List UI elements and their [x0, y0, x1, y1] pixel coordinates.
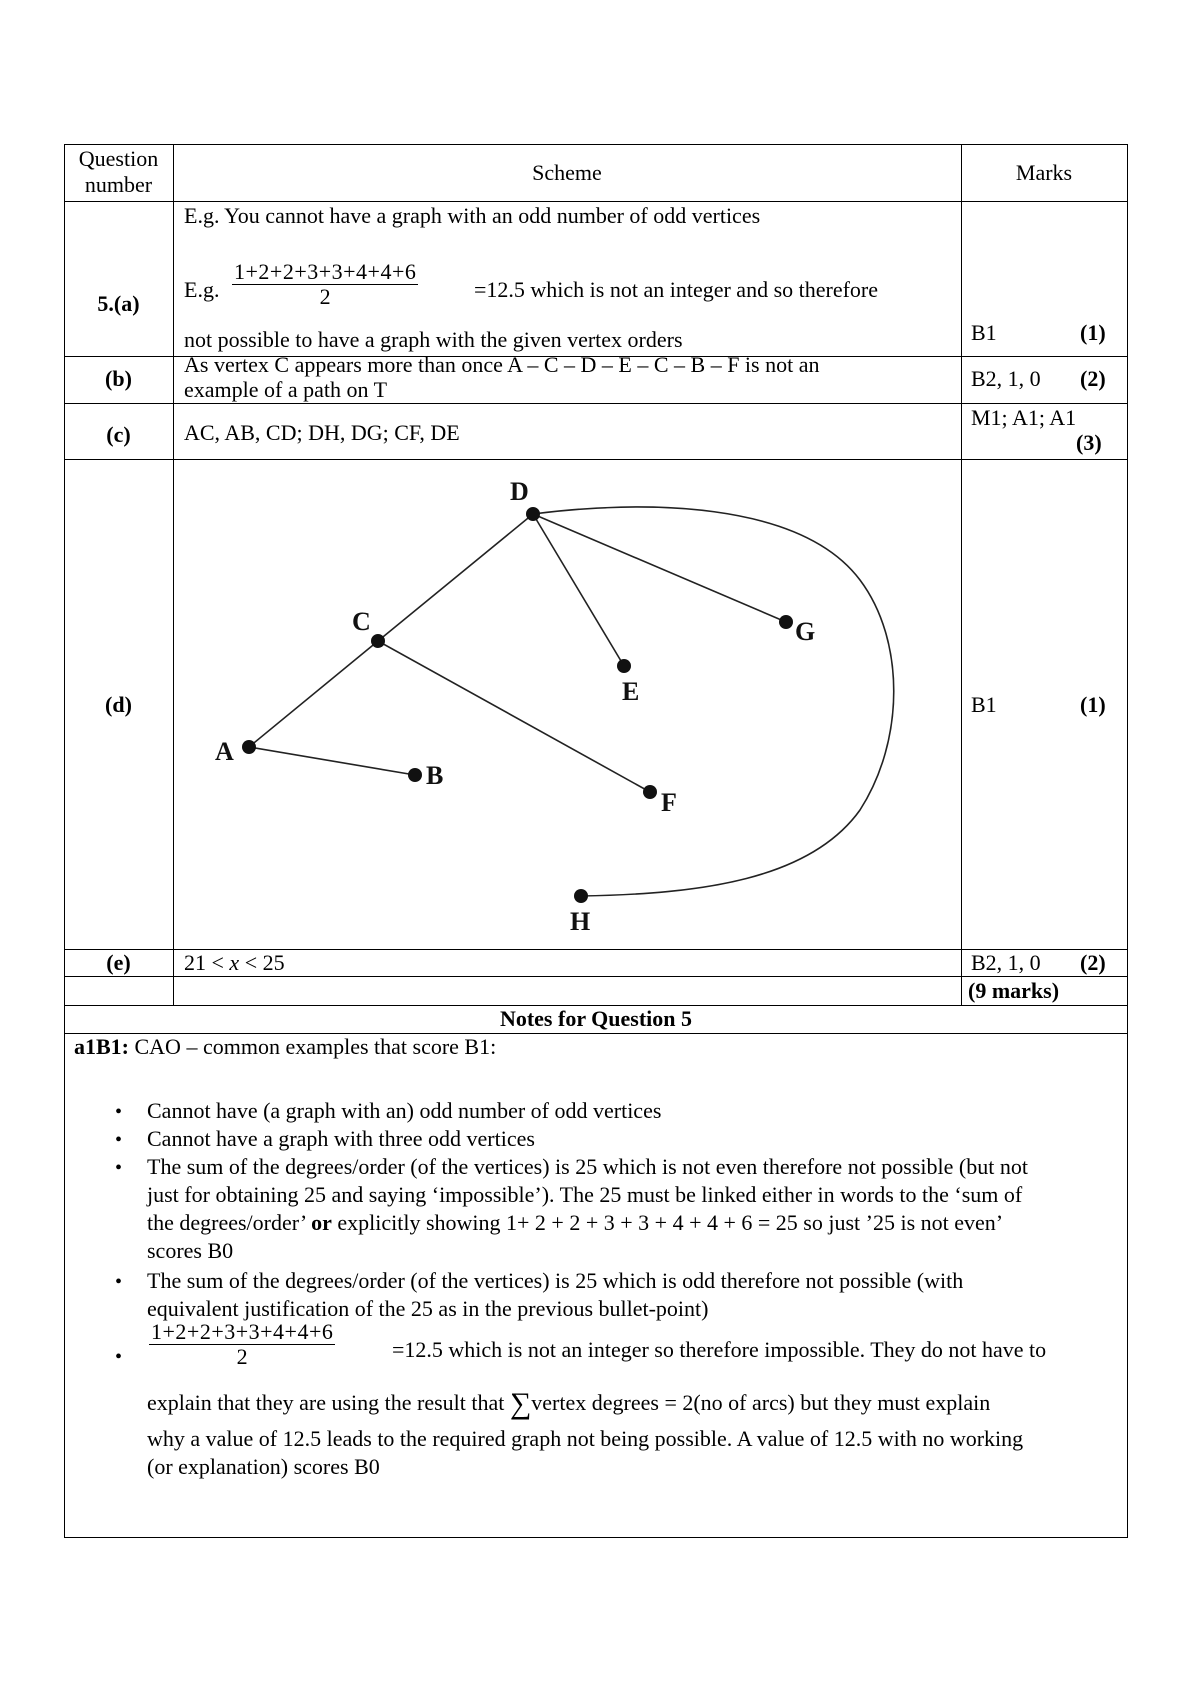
note-bullet-3-line4: scores B0	[147, 1238, 234, 1263]
vertex-H	[574, 889, 588, 903]
edge-DE	[533, 514, 624, 666]
notes-intro-text: CAO – common examples that score B1:	[129, 1034, 497, 1059]
note-bullet-4-line1: The sum of the degrees/order (of the vertices) is 25 which is odd therefore not possible (with	[147, 1268, 964, 1293]
scheme-5a-line1: E.g. You cannot have a graph with an odd number of odd vertices	[184, 203, 761, 228]
mark-total-5c: (3)	[1076, 430, 1102, 455]
vertex-G	[779, 615, 793, 629]
notes-title: Notes for Question 5	[499, 1006, 693, 1031]
mark-code-5a: B1	[971, 320, 997, 345]
question-label-5c: (c)	[106, 422, 131, 447]
note-bullet-5-line3: why a value of 12.5 leads to the required graph not being possible. A value of 12.5 with no working	[147, 1426, 1024, 1451]
label-E: E	[622, 677, 640, 706]
scheme-5a-line3: not possible to have a graph with the given vertex orders	[184, 327, 683, 352]
total-marks: (9 marks)	[968, 978, 1060, 1003]
header-question-line2: number	[84, 172, 153, 197]
mark-total-5e: (2)	[1080, 950, 1106, 975]
vertex-E	[617, 659, 631, 673]
vertex-B	[408, 768, 422, 782]
inequality-upper: < 25	[239, 950, 285, 975]
note-text: vertex degrees = 2(no of arcs) but they must explain	[531, 1390, 991, 1415]
note-text: explicitly showing 1+ 2 + 2 + 3 + 3 + 4 + 4 + 6 = 25 so just ’25 is not even’	[331, 1210, 1004, 1235]
header-scheme: Scheme	[532, 160, 602, 185]
question-label-5d: (d)	[105, 692, 132, 717]
label-A: A	[215, 737, 234, 766]
mark-code-5c: M1; A1; A1	[971, 405, 1077, 430]
inequality-lower: 21 <	[184, 950, 230, 975]
fraction-numerator: 1+2+2+3+3+4+4+6	[234, 259, 417, 284]
scheme-5a-result: =12.5 which is not an integer and so therefore	[474, 277, 879, 302]
scheme-5c-text: AC, AB, CD; DH, DG; CF, DE	[184, 420, 460, 445]
vertex-F	[643, 785, 657, 799]
label-H: H	[570, 907, 591, 936]
note-text: explain that they are using the result that	[147, 1390, 510, 1415]
label-B: B	[426, 761, 444, 790]
label-G: G	[795, 617, 816, 646]
question-label-5a: 5.(a)	[97, 291, 140, 316]
scheme-5e-inequality	[184, 950, 285, 976]
edge-DH-arc	[533, 507, 894, 896]
fraction-denominator: 2	[319, 284, 331, 309]
question-label-5e: (e)	[106, 950, 131, 975]
mark-code-5b: B2, 1, 0	[971, 366, 1041, 391]
note-fraction-denominator: 2	[236, 1344, 248, 1369]
note-bullet-5-line1: =12.5 which is not an integer so therefore impossible. They do not have to	[392, 1337, 1047, 1362]
note-bullet-4-line2: equivalent justification of the 25 as in the previous bullet-point)	[147, 1296, 709, 1321]
header-question-line1: Question	[78, 146, 159, 171]
mark-code-5d: B1	[971, 692, 997, 717]
sigma-icon: ∑	[509, 1387, 532, 1420]
mark-total-5a: (1)	[1080, 320, 1106, 345]
edge-AC	[249, 641, 378, 747]
edge-DG	[533, 514, 786, 622]
bullet-icon: •	[115, 1129, 123, 1151]
edge-CD	[378, 514, 533, 641]
bullet-icon: •	[115, 1271, 123, 1293]
note-bullet-5-line4: (or explanation) scores B0	[147, 1454, 380, 1479]
note-fraction	[149, 1320, 335, 1369]
note-bullet-1: Cannot have (a graph with an) odd number of odd vertices	[147, 1098, 662, 1123]
note-bullet-5-line2	[147, 1389, 990, 1418]
note-fraction-numerator: 1+2+2+3+3+4+4+6	[151, 1319, 334, 1344]
mark-total-5b: (2)	[1080, 366, 1106, 391]
note-text: the degrees/order’	[147, 1210, 312, 1235]
mark-total-5d: (1)	[1080, 692, 1106, 717]
bullet-icon: •	[115, 1346, 123, 1368]
note-bullet-3-line3	[147, 1209, 1003, 1237]
scheme-5a-eg: E.g.	[184, 277, 220, 302]
vertex-A	[242, 740, 256, 754]
edge-AB	[249, 747, 415, 775]
scheme-5b-line1: As vertex C appears more than once A – C – D – E – C – B – F is not an	[184, 352, 820, 377]
inequality-variable: x	[229, 950, 240, 975]
notes-intro	[74, 1034, 496, 1060]
vertex-C	[371, 634, 385, 648]
bullet-icon: •	[115, 1101, 123, 1123]
header-marks: Marks	[1015, 160, 1073, 185]
label-F: F	[661, 788, 677, 817]
mark-code-5e: B2, 1, 0	[971, 950, 1041, 975]
note-bullet-3-line1: The sum of the degrees/order (of the vertices) is 25 which is not even therefore not possible (but not	[147, 1154, 1028, 1179]
label-D: D	[510, 477, 529, 506]
note-bullet-3-line2: just for obtaining 25 and saying ‘impossible’). The 25 must be linked either in words to the ‘sum of	[147, 1182, 1023, 1207]
vertex-D	[526, 507, 540, 521]
note-bullet-2: Cannot have a graph with three odd vertices	[147, 1126, 535, 1151]
note-bold-or: or	[311, 1210, 332, 1235]
question-label-5b: (b)	[105, 366, 132, 391]
scheme-5b-line2: example of a path on T	[184, 377, 388, 402]
notes-intro-code: a1B1:	[74, 1034, 129, 1059]
bullet-icon: •	[115, 1157, 123, 1179]
label-C: C	[352, 607, 371, 636]
